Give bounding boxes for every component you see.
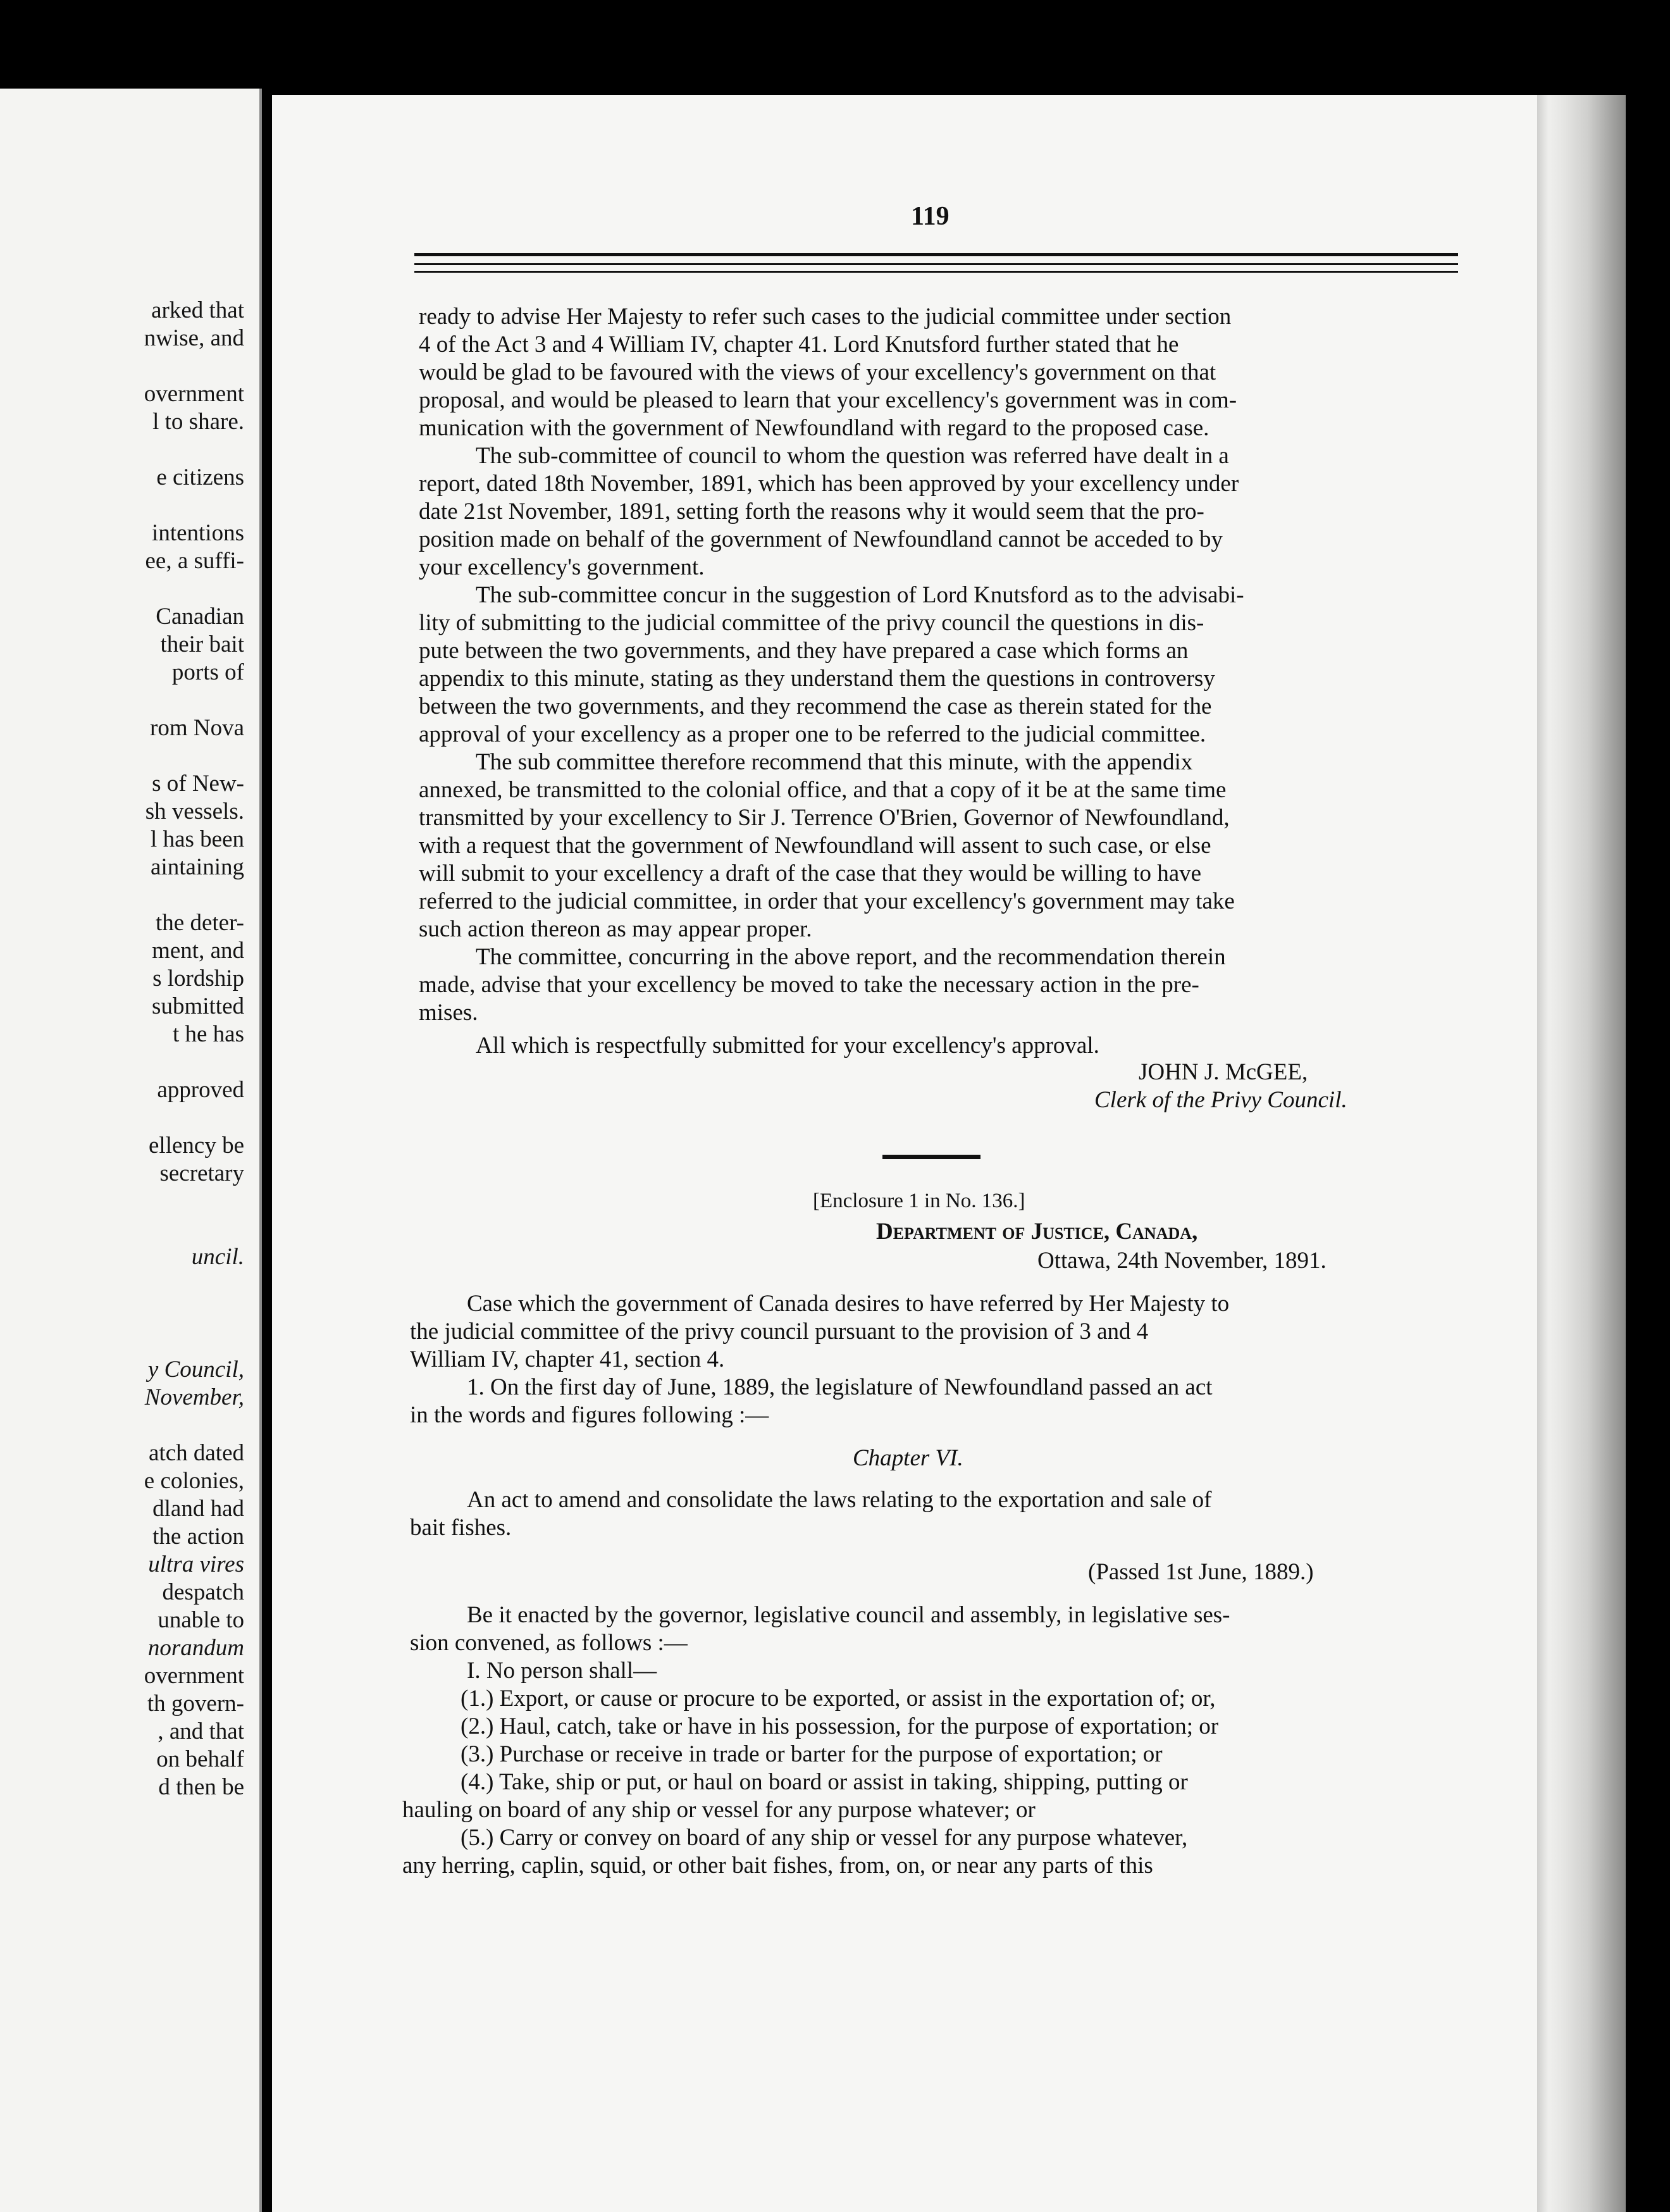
left-line: e citizens [156, 464, 244, 490]
body-line: made, advise that your excellency be moved to take the necessary action in the pre- [419, 972, 1199, 998]
body-line: proposal, and would be pleased to learn that your excellency's government was in com- [419, 387, 1237, 413]
left-line: ee, a suffi- [145, 548, 244, 574]
case-line: Be it enacted by the governor, legislative council and assembly, in legislative ses- [467, 1602, 1230, 1628]
case-line: in the words and figures following :— [410, 1402, 769, 1428]
left-line: t he has [172, 1021, 244, 1047]
left-line: rom Nova [150, 715, 244, 741]
left-line: sh vessels. [145, 798, 244, 824]
place-date: Ottawa, 24th November, 1891. [1037, 1248, 1327, 1274]
section-divider [882, 1155, 980, 1159]
header-rule [414, 263, 1458, 265]
body-line: annexed, be transmitted to the colonial office, and that a copy of it be at the same time [419, 777, 1227, 803]
body-line: such action thereon as may appear proper. [419, 916, 812, 942]
body-line: would be glad to be favoured with the views of your excellency's government on that [419, 359, 1216, 385]
left-line: despatch [162, 1579, 244, 1605]
left-line: ports of [171, 659, 244, 685]
signature-title: Clerk of the Privy Council. [1094, 1087, 1347, 1113]
page-number: 119 [911, 202, 949, 231]
left-line: , and that [158, 1718, 244, 1744]
left-line: arked that [151, 297, 244, 323]
body-line: The committee, concurring in the above report, and the recommendation therein [476, 944, 1226, 970]
body-line: your excellency's government. [419, 554, 705, 580]
body-line: The sub-committee of council to whom the question was referred have dealt in a [476, 443, 1229, 469]
case-line: (1.) Export, or cause or procure to be exported, or assist in the exportation of; or, [461, 1686, 1216, 1712]
body-line: appendix to this minute, stating as they understand them the questions in controversy [419, 666, 1215, 692]
left-line: on behalf [156, 1746, 244, 1772]
left-page-fragment [0, 89, 262, 2212]
case-line: any herring, caplin, squid, or other bait fishes, from, on, or near any parts of this [402, 1853, 1153, 1879]
left-line: ment, and [152, 938, 244, 964]
passed-date: (Passed 1st June, 1889.) [1088, 1559, 1314, 1585]
left-line: submitted [152, 993, 244, 1019]
body-line: mises. [419, 1000, 478, 1026]
body-line: pute between the two governments, and they have prepared a case which forms an [419, 638, 1189, 664]
department-heading: Department of Justice, Canada, [876, 1219, 1198, 1245]
left-line: e colonies, [144, 1468, 244, 1494]
case-line: An act to amend and consolidate the laws relating to the exportation and sale of [467, 1487, 1212, 1513]
left-line: the deter- [156, 910, 244, 936]
left-line: unable to [158, 1607, 244, 1633]
case-line: Case which the government of Canada desires to have referred by Her Majesty to [467, 1291, 1230, 1317]
chapter-heading: Chapter VI. [853, 1445, 963, 1471]
left-line: th govern- [147, 1691, 244, 1717]
left-line: Canadian [156, 604, 244, 630]
header-rule [414, 271, 1458, 273]
left-line: their bait [160, 631, 244, 657]
signature-name: JOHN J. McGEE, [1139, 1059, 1308, 1085]
left-line: atch dated [149, 1440, 244, 1466]
body-line: date 21st November, 1891, setting forth the reasons why it would seem that the pro- [419, 499, 1204, 525]
left-line: ultra vires [148, 1551, 244, 1577]
left-line: secretary [159, 1160, 244, 1186]
body-line: ready to advise Her Majesty to refer such cases to the judicial committee under section [419, 304, 1232, 330]
case-line: (4.) Take, ship or put, or haul on board or assist in taking, shipping, putting or [461, 1769, 1188, 1795]
left-line: approved [157, 1077, 244, 1103]
case-line: the judicial committee of the privy council pursuant to the provision of 3 and 4 [410, 1319, 1149, 1345]
left-line: intentions [152, 520, 244, 546]
case-line: 1. On the first day of June, 1889, the legislature of Newfoundland passed an act [467, 1374, 1213, 1400]
header-rule [414, 253, 1458, 256]
body-line: munication with the government of Newfoundland with regard to the proposed case. [419, 415, 1209, 441]
left-line: l to share. [152, 409, 244, 435]
body-line: position made on behalf of the government of Newfoundland cannot be acceded to by [419, 526, 1223, 552]
left-line: aintaining [151, 854, 244, 880]
left-line: overnment [144, 381, 244, 407]
body-line: lity of submitting to the judicial committee of the privy council the questions in dis- [419, 610, 1204, 636]
case-line: William IV, chapter 41, section 4. [410, 1346, 725, 1372]
body-line: 4 of the Act 3 and 4 William IV, chapter 41. Lord Knutsford further stated that he [419, 332, 1179, 357]
body-line: report, dated 18th November, 1891, which has been approved by your excellency under [419, 471, 1239, 497]
left-line: s lordship [152, 966, 244, 991]
left-line: nwise, and [144, 325, 244, 351]
body-line: between the two governments, and they recommend the case as therein stated for the [419, 693, 1212, 719]
left-line: d then be [158, 1774, 244, 1800]
left-line: the action [152, 1524, 244, 1550]
case-line: hauling on board of any ship or vessel for any purpose whatever; or [402, 1797, 1036, 1823]
body-line: referred to the judicial committee, in order that your excellency's government may take [419, 888, 1235, 914]
enclosure-heading: [Enclosure 1 in No. 136.] [813, 1190, 1025, 1212]
left-line: dland had [152, 1496, 244, 1522]
left-line: l has been [151, 826, 244, 852]
left-line: s of New- [152, 771, 244, 797]
left-line: overnment [144, 1663, 244, 1689]
left-line: y Council, [147, 1357, 244, 1382]
body-line: The sub committee therefore recommend that this minute, with the appendix [476, 749, 1193, 775]
case-line: (5.) Carry or convey on board of any ship or vessel for any purpose whatever, [461, 1825, 1188, 1851]
left-line: uncil. [191, 1244, 244, 1270]
case-line: I. No person shall— [467, 1658, 657, 1684]
page-edge [1537, 95, 1626, 2212]
case-line: (3.) Purchase or receive in trade or barter for the purpose of exportation; or [461, 1741, 1163, 1767]
body-line: All which is respectfully submitted for your excellency's approval. [476, 1033, 1099, 1059]
case-line: sion convened, as follows :— [410, 1630, 688, 1656]
left-line: ellency be [149, 1133, 244, 1159]
left-line: November, [144, 1384, 244, 1410]
case-line: (2.) Haul, catch, take or have in his possession, for the purpose of exportation; or [461, 1713, 1219, 1739]
case-line: bait fishes. [410, 1515, 512, 1541]
body-line: with a request that the government of Newfoundland will assent to such case, or else [419, 833, 1211, 859]
body-line: will submit to your excellency a draft of the case that they would be willing to have [419, 861, 1202, 886]
body-line: transmitted by your excellency to Sir J. Terrence O'Brien, Governor of Newfoundland, [419, 805, 1230, 831]
body-line: The sub-committee concur in the suggestion of Lord Knutsford as to the advisabi- [476, 582, 1244, 608]
body-line: approval of your excellency as a proper one to be referred to the judicial committee. [419, 721, 1206, 747]
left-line: norandum [147, 1635, 244, 1661]
